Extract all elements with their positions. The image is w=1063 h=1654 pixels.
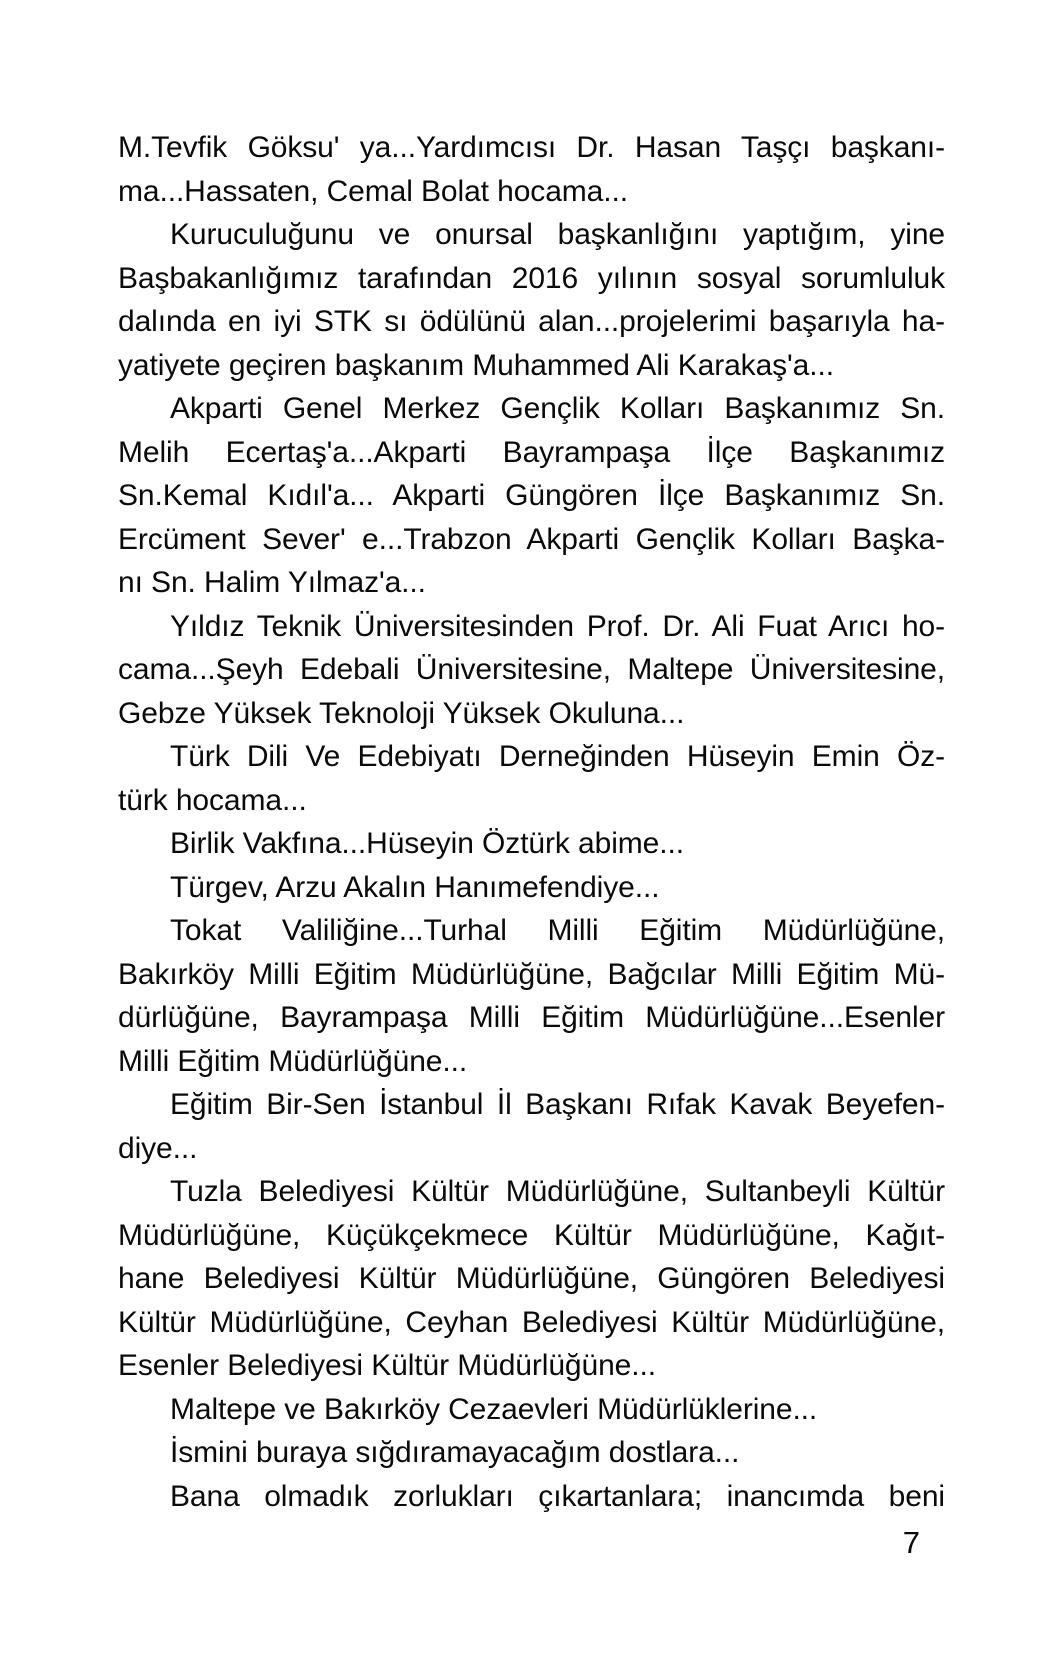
text-line: Başbakanlığımız tarafından 2016 yılının sosyal sorumluluk (118, 261, 945, 295)
text-line: Melih Ecertaş'a...Akparti Bayrampaşa İlçe Başkanımız (118, 435, 945, 469)
text-line: Eğitim Bir-Sen İstanbul İl Başkanı Rıfak Kavak Beyefen- (170, 1088, 945, 1121)
text-line: Tokat Valiliğine...Turhal Milli Eğitim Müdürlüğüne, (170, 914, 945, 947)
text-line: Bana olmadık zorlukları çıkartanlara; inancımda beni (170, 1479, 945, 1513)
text-line: Türgev, Arzu Akalın Hanımefendiye... (170, 870, 660, 904)
text-line: Müdürlüğüne, Küçükçekmece Kültür Müdürlüğüne, Kağıt- (118, 1218, 945, 1252)
body-text (118, 126, 945, 1518)
text-line: hane Belediyesi Kültür Müdürlüğüne, Güngören Belediyesi (118, 1262, 945, 1295)
text-line: dürlüğüne, Bayrampaşa Milli Eğitim Müdürlüğüne...Esenler (118, 1001, 945, 1034)
text-line: Birlik Vakfına...Hüseyin Öztürk abime... (170, 827, 684, 860)
text-line: türk hocama... (118, 783, 307, 817)
text-line: cama...Şeyh Edebali Üniversitesine, Maltepe Üniversitesine, (118, 653, 945, 686)
text-line: Kuruculuğunu ve onursal başkanlığını yaptığım, yine (170, 218, 945, 251)
text-line: ma...Hassaten, Cemal Bolat hocama... (118, 174, 628, 208)
text-line: Ercüment Sever' e...Trabzon Akparti Gençlik Kolları Başka- (118, 522, 945, 556)
text-line: dalında en iyi STK sı ödülünü alan...projelerimi başarıyla ha- (118, 305, 945, 338)
text-line: Tuzla Belediyesi Kültür Müdürlüğüne, Sultanbeyli Kültür (170, 1175, 945, 1208)
text-line: M.Tevfik Göksu' ya...Yardımcısı Dr. Hasan Taşçı başkanı- (118, 131, 945, 164)
text-line: nı Sn. Halim Yılmaz'a... (118, 566, 426, 599)
text-line: Milli Eğitim Müdürlüğüne... (118, 1044, 468, 1078)
text-line: Türk Dili Ve Edebiyatı Derneğinden Hüseyin Emin Öz- (170, 740, 945, 773)
page-number: 7 (902, 1525, 920, 1560)
text-line: Esenler Belediyesi Kültür Müdürlüğüne... (118, 1349, 656, 1382)
text-line: Gebze Yüksek Teknoloji Yüksek Okuluna... (118, 696, 685, 730)
text-line: yatiyete geçiren başkanım Muhammed Ali Karakaş'a... (118, 348, 834, 382)
text-line: Yıldız Teknik Üniversitesinden Prof. Dr. Ali Fuat Arıcı ho- (170, 609, 945, 643)
text-line: diye... (118, 1131, 198, 1165)
text-line: Bakırköy Milli Eğitim Müdürlüğüne, Bağcılar Milli Eğitim Mü- (118, 957, 945, 991)
text-line: Sn.Kemal Kıdıl'a... Akparti Güngören İlçe Başkanımız Sn. (118, 479, 945, 512)
text-line: Maltepe ve Bakırköy Cezaevleri Müdürlüklerine... (170, 1392, 818, 1426)
text-line: Akparti Genel Merkez Gençlik Kolları Başkanımız Sn. (170, 392, 945, 425)
text-line: İsmini buraya sığdıramayacağım dostlara... (170, 1436, 740, 1469)
text-line: Kültür Müdürlüğüne, Ceyhan Belediyesi Kültür Müdürlüğüne, (118, 1305, 945, 1339)
